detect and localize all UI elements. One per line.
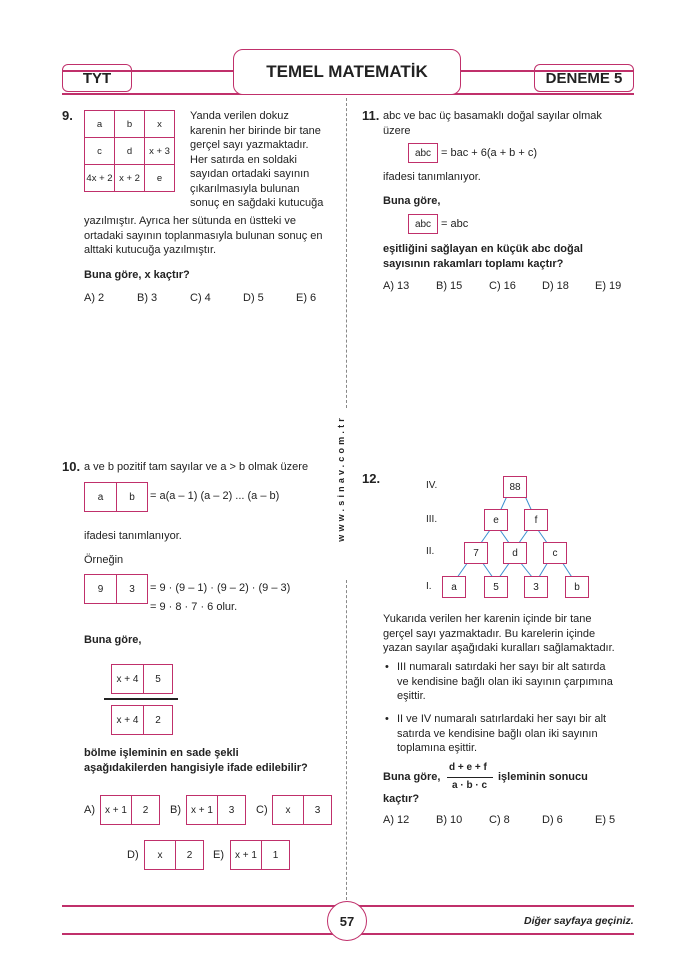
q10-def-box: a b (84, 482, 148, 512)
q10-option-d-box[interactable]: x 2 (144, 840, 204, 870)
q9-option[interactable]: A) 2 (84, 292, 105, 304)
q10-option-d-label[interactable]: D) (127, 849, 139, 861)
q9-cell: x + 2 (115, 165, 145, 192)
q9-question: Buna göre, x kaçtır? (84, 269, 190, 281)
q11-box2: abc (408, 214, 438, 234)
column-divider-top (346, 98, 347, 408)
q11-intro: abc ve bac üç basamaklı doğal sayılar olmak üzere (383, 110, 602, 137)
q12-cell-row4: 88 (503, 476, 527, 498)
q12-frac-den: a · b · c (452, 780, 488, 791)
q12-cell-row2: d (503, 542, 527, 564)
q12-cell-row1: 5 (484, 576, 508, 598)
q12-cell-row1: b (565, 576, 589, 598)
q10-fraction-numerator: x + 4 5 (111, 664, 173, 694)
q12-option[interactable]: B) 10 (436, 814, 463, 826)
q12-option[interactable]: C) 8 (489, 814, 510, 826)
q10-fraction-bar (104, 698, 178, 700)
q11-number: 11. (362, 108, 380, 123)
q12-option[interactable]: A) 12 (383, 814, 410, 826)
q12-cell-row3: f (524, 509, 548, 531)
q12-cell-row1: 3 (524, 576, 548, 598)
q10-defined: ifadesi tanımlanıyor. (84, 530, 182, 542)
q12-number: 12. (362, 471, 381, 486)
q11-expr2: = abc (441, 218, 469, 230)
q12-buna: Buna göre, (383, 771, 441, 783)
q11-option[interactable]: A) 13 (383, 280, 410, 292)
q12-frac-bar (447, 777, 493, 778)
q11-box1: abc (408, 143, 438, 163)
site-url: www.sinav.com.tr (336, 415, 346, 542)
q10-option-c-label[interactable]: C) (256, 804, 268, 816)
q9-option[interactable]: D) 5 (243, 292, 264, 304)
exam-number-badge: DENEME 5 (534, 64, 634, 92)
q10-option-a-label[interactable]: A) (84, 804, 95, 816)
q9-text-right: Yanda verilen dokuz karenin her birinde bir tane gerçel sayı yazmaktadır. Her satırda en soldaki sayıdan ortadaki sayının çıkarılmasıyla bulunan sonuç en sağdaki kutucuğa (190, 110, 324, 209)
q9-cell: e (145, 165, 175, 192)
q12-cell-row2: c (543, 542, 567, 564)
exam-type-badge: TYT (62, 64, 132, 92)
q10-option-a-box[interactable]: x + 1 2 (100, 795, 160, 825)
q11-options (383, 280, 648, 292)
q11-expr1: = bac + 6(a + b + c) (441, 147, 538, 159)
q11-option[interactable]: B) 15 (436, 280, 463, 292)
next-page-note: Diğer sayfaya geçiniz. (524, 915, 634, 927)
q10-option-e-box[interactable]: x + 1 1 (230, 840, 290, 870)
q9-grid (84, 110, 175, 192)
q10-fraction-denominator: x + 4 2 (111, 705, 173, 735)
q10-intro: a ve b pozitif tam sayılar ve a > b olmak üzere (84, 461, 309, 473)
q9-text-full: yazılmıştır. Ayrıca her sütunda en üstteki ve ortadaki sayının toplanmasıyla bulunan sonuç en alttaki kutucuğa yazılmıştır. (84, 215, 323, 256)
q10-example-line1: = 9 · (9 – 1) · (9 – 2) · (9 – 3) (150, 582, 291, 594)
q11-option[interactable]: E) 19 (595, 280, 622, 292)
q11-question: eşitliğini sağlayan en küçük abc doğal sayısının rakamları toplamı kaçtır? (383, 243, 583, 270)
q10-example-label: Örneğin (84, 554, 124, 566)
q10-option-b-box[interactable]: x + 1 3 (186, 795, 246, 825)
q12-question-end: kaçtır? (383, 793, 420, 805)
q10-buna: Buna göre, (84, 634, 142, 646)
q11-option[interactable]: D) 18 (542, 280, 569, 292)
q12-bullet1: III numaralı satırdaki her sayı bir alt satırda ve kendisine bağlı olan iki sayının çarpımına eşittir. (397, 661, 613, 702)
q10-def-expr: = a(a – 1) (a – 2) ... (a – b) (150, 490, 280, 502)
q10-number: 10. (62, 459, 81, 474)
q12-level-label: II. (426, 546, 435, 557)
q12-cell-row2: 7 (464, 542, 488, 564)
q11-option[interactable]: C) 16 (489, 280, 516, 292)
q12-frac-num: d + e + f (449, 762, 487, 773)
page-title: TEMEL MATEMATİK (233, 49, 461, 95)
q9-number: 9. (62, 108, 73, 123)
q12-bullet-dot: • (385, 661, 389, 673)
q10-option-e-label[interactable]: E) (213, 849, 224, 861)
q9-cell: b (115, 111, 145, 138)
q12-cell-row3: e (484, 509, 508, 531)
q9-cell: x + 3 (145, 138, 175, 165)
q12-level-label: III. (426, 514, 438, 525)
q12-option[interactable]: D) 6 (542, 814, 563, 826)
q9-cell: 4x + 2 (85, 165, 115, 192)
q11-buna: Buna göre, (383, 195, 441, 207)
q12-text: Yukarıda verilen her karenin içinde bir tane gerçel sayı yazmaktadır. Bu karelerin içinde yazan sayılar aşağıdaki kuralları sağlamaktadır. (383, 613, 615, 654)
q9-cell: d (115, 138, 145, 165)
page-number: 57 (327, 901, 367, 941)
q12-cell-row1: a (442, 576, 466, 598)
q12-bullet-dot: • (385, 713, 389, 725)
column-divider-bottom (346, 580, 347, 900)
q10-option-c-box[interactable]: x 3 (272, 795, 332, 825)
q9-cell: c (85, 138, 115, 165)
q9-option[interactable]: E) 6 (296, 292, 317, 304)
q9-options (84, 292, 349, 304)
q9-cell: a (85, 111, 115, 138)
q10-option-b-label[interactable]: B) (170, 804, 181, 816)
q12-level-label: I. (426, 581, 432, 592)
q12-level-label: IV. (426, 480, 438, 491)
q10-example-box: 9 3 (84, 574, 148, 604)
q10-example-line2: = 9 · 8 · 7 · 6 olur. (150, 601, 238, 613)
q10-question: bölme işleminin en sade şekli aşağıdakilerden hangisiyle ifade edilebilir? (84, 747, 308, 774)
q11-defined: ifadesi tanımlanıyor. (383, 171, 481, 183)
q9-option[interactable]: C) 4 (190, 292, 211, 304)
q12-options (383, 814, 648, 826)
q12-option[interactable]: E) 5 (595, 814, 616, 826)
q9-cell: x (145, 111, 175, 138)
q12-question-tail: işleminin sonucu (498, 771, 588, 783)
q12-bullet2: II ve IV numaralı satırlardaki her sayı bir alt satırda ve kendisine bağlı olan iki sayının toplamına eşittir. (397, 713, 607, 754)
q9-option[interactable]: B) 3 (137, 292, 158, 304)
